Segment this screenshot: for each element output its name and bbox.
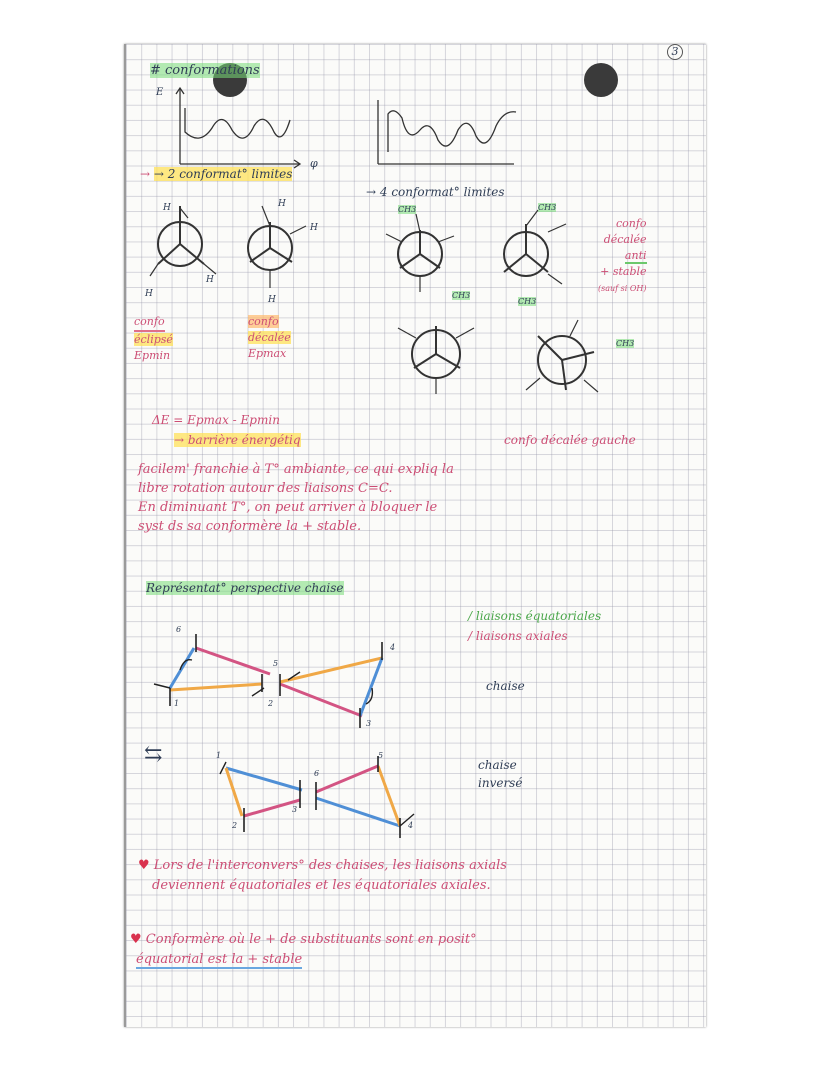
atom-label: H: [278, 199, 286, 209]
carbon-number: 1: [174, 699, 180, 708]
energy-graph-butane: [372, 100, 532, 170]
equilibrium-arrow: ⇆: [144, 742, 163, 767]
barrier: → barrière énergétiq: [174, 433, 301, 447]
page-number: 3: [667, 44, 683, 60]
energy-graph-ethane: [150, 88, 330, 178]
atom-label: H: [145, 289, 153, 299]
carbon-number: 1: [216, 751, 222, 760]
atom-label: H: [206, 275, 214, 285]
atom-label: CH3: [398, 205, 417, 214]
rotation-paragraph: facilem' franchie à T° ambiante, ce qui expliq la libre rotation autour des liaisons C=C. En diminuant T°, on peut arriver à bloquer le syst ds sa conformère la + stable.: [138, 462, 454, 534]
page-title: # conformations: [150, 63, 260, 78]
newman-gauche-1: [376, 300, 506, 410]
chair-heading: Représentat° perspective chaise: [146, 581, 344, 595]
atom-label: H: [268, 295, 276, 305]
atom-label: H: [310, 223, 318, 233]
newman-anti: [380, 200, 470, 300]
newman-gauche-2: [510, 306, 640, 416]
dihedral-axis-label: φ: [310, 157, 318, 170]
anti-label: confo décalée anti + stable (sauf si OH): [598, 217, 647, 293]
binder-hole: [584, 63, 618, 97]
atom-label: CH3: [518, 297, 537, 306]
legend: / liaisons équatoriales / liaisons axiales: [468, 609, 602, 643]
carbon-number: 3: [292, 805, 298, 814]
carbon-number: 3: [366, 719, 372, 728]
interconversion-note: ♥ Lors de l'interconvers° des chaises, les liaisons axials deviennent équatoriales et les équatoriales axiales.: [138, 858, 507, 893]
newman-eclipsed-butane: [486, 200, 586, 300]
carbon-number: 6: [176, 625, 182, 634]
atom-label: CH3: [452, 291, 471, 300]
carbon-number: 5: [273, 659, 279, 668]
atom-label: H: [163, 203, 171, 213]
two-limits-label: → → 2 conformat° limites: [140, 167, 293, 181]
newman-staggered: [234, 204, 314, 294]
delta-e: ΔE = Epmax - Epmin: [152, 413, 280, 427]
carbon-number: 2: [268, 699, 274, 708]
carbon-number: 4: [390, 643, 396, 652]
eclipsed-label: confo éclipsé Epmin: [134, 315, 173, 362]
carbon-number: 5: [378, 751, 384, 760]
chair-label: chaise: [486, 679, 525, 693]
staggered-label: confo décalée Epmax: [248, 315, 291, 360]
gauche-label: confo décalée gauche: [504, 433, 636, 447]
inverted-chair-label: chaise inversé: [478, 758, 523, 790]
atom-label: CH3: [616, 339, 635, 348]
carbon-number: 4: [408, 821, 414, 830]
carbon-number: 2: [232, 821, 238, 830]
four-limits-label: → 4 conformat° limites: [366, 185, 505, 199]
carbon-number: 6: [314, 769, 320, 778]
atom-label: CH3: [538, 203, 557, 212]
stability-note: ♥ Conformère où le + de substituants sont en posit° équatorial est la + stable: [130, 932, 477, 967]
inverted-chair-conformation: [200, 752, 440, 852]
energy-axis-label: E: [156, 87, 164, 98]
